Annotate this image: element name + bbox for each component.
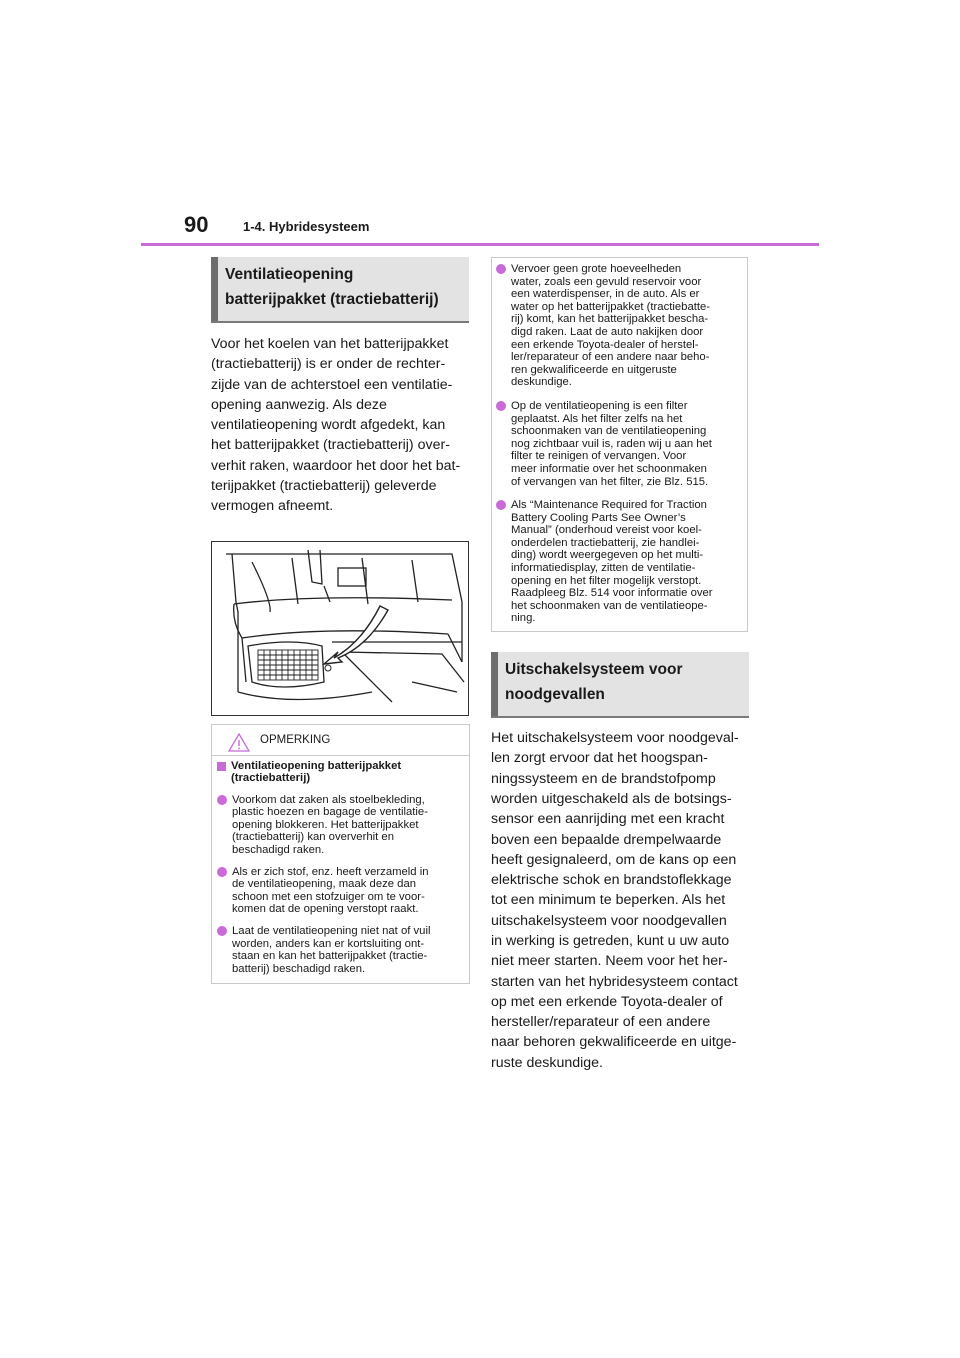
text-line: schoon met een stofzuiger om te voor- xyxy=(232,890,425,903)
text-line: filter te reinigen of vervangen. Voor xyxy=(511,450,687,463)
text-line: nog zichtbaar vuil is, raden wij u aan het xyxy=(511,437,712,450)
text-line: opening en het filter mogelijk verstopt. xyxy=(511,574,702,587)
notice-header xyxy=(212,725,469,756)
text-line: starten van het hybridesysteem contact xyxy=(491,973,738,990)
info-item xyxy=(495,400,743,488)
notice-item xyxy=(216,794,462,857)
text-line: boven een bepaalde drempelwaarde xyxy=(491,831,722,848)
text-line: tot een minimum te beperken. Als het xyxy=(491,892,726,909)
info-item xyxy=(495,263,743,389)
text-line: ventilatieopening wordt afgedekt, kan xyxy=(211,417,446,434)
text-line: elektrische schok en brandstoflekkage xyxy=(491,872,732,889)
emergency-shutoff-description xyxy=(491,728,749,1073)
ventilation-description xyxy=(211,334,469,517)
text-line: of vervangen van het filter, zie Blz. 515. xyxy=(511,475,709,488)
text-line: Voorkom dat zaken als stoelbekleding, xyxy=(232,793,425,806)
text-line: een waterdispenser, in de auto. Als er xyxy=(511,288,700,301)
bullet-icon xyxy=(217,867,227,877)
heading-line: Ventilatieopening xyxy=(225,266,354,283)
text-line: staan en kan het batterijpakket (tractie- xyxy=(232,950,428,963)
text-line: onderdelen tractiebatterij, zie handlei- xyxy=(511,536,700,549)
bullet-icon xyxy=(496,401,506,411)
text-line: (tractiebatterij) xyxy=(231,772,311,785)
text-line: Ventilatieopening batterijpakket xyxy=(231,759,402,772)
text-line: het batterijpakket (tractiebatterij) over- xyxy=(211,437,450,454)
text-line: worden, anders kan er kortsluiting ont- xyxy=(232,937,425,950)
header-divider xyxy=(141,243,819,246)
text-line: beschadigd raken. xyxy=(232,844,325,857)
info-box xyxy=(491,257,748,632)
notice-title: OPMERKING xyxy=(260,733,331,746)
text-line: Op de ventilatieopening is een filter xyxy=(511,399,688,412)
notice-item xyxy=(216,866,462,916)
text-line: Voor het koelen van het batterijpakket xyxy=(211,336,449,352)
warning-icon xyxy=(228,733,250,752)
text-line: vermogen afneemt. xyxy=(211,498,334,515)
text-line: (tractiebatterij) kan oververhit en xyxy=(232,831,394,844)
text-line: worden uitgeschakeld als de botsings- xyxy=(491,790,732,807)
bullet-icon xyxy=(496,500,506,510)
text-line: Raadpleeg Blz. 514 voor informatie over xyxy=(511,587,713,600)
text-line: ruste deskundige. xyxy=(491,1054,603,1071)
text-line: Als er zich stof, enz. heeft verzameld in xyxy=(232,865,429,878)
text-line: ding) wordt weergegeven op het multi- xyxy=(511,549,704,562)
text-line: verhit raken, waardoor het door het bat- xyxy=(211,457,461,474)
text-line: sensor een aanrijding met een kracht xyxy=(491,811,725,828)
text-line: opening blokkeren. Het batterijpakket xyxy=(232,818,419,831)
bullet-icon xyxy=(496,264,506,274)
text-line: terijpakket (tractiebatterij) geleverde xyxy=(211,478,437,495)
heading-line: Uitschakelsysteem voor xyxy=(505,661,683,679)
info-item xyxy=(495,499,743,625)
notice-body xyxy=(212,756,469,984)
ventilation-heading xyxy=(211,257,469,323)
text-line: Battery Cooling Parts See Owner’s xyxy=(511,511,686,524)
text-line: hersteller/reparateur of een andere xyxy=(491,1014,711,1031)
text-line: informatiedisplay, zitten de ventilatie- xyxy=(511,562,696,575)
text-line: ningssysteem en de brandstofpomp xyxy=(491,770,716,787)
section-title: 1-4. Hybridesysteem xyxy=(243,219,370,234)
square-bullet-icon xyxy=(217,762,226,771)
text-line: Als “Maintenance Required for Traction xyxy=(511,499,707,512)
heading-line: noodgevallen xyxy=(505,686,605,704)
text-line: water op het batterijpakket (tractiebatte- xyxy=(511,300,711,313)
text-line: heeft gesignaleerd, om de kans op een xyxy=(491,851,737,868)
text-line: uitschakelsysteem voor noodgevallen xyxy=(491,912,727,929)
text-line: in werking is getreden, kunt u uw auto xyxy=(491,933,730,949)
notice-item xyxy=(216,925,462,975)
text-line: komen dat de opening verstopt raakt. xyxy=(232,903,419,916)
page-number: 90 xyxy=(184,212,209,237)
text-line: ler/reparateur of een andere naar beho- xyxy=(511,351,710,364)
text-line: rij) komt, kan het batterijpakket bescha- xyxy=(511,313,709,326)
text-line: Vervoer geen grote hoeveelheden xyxy=(511,263,682,275)
heading-line: batterijpakket (tractiebatterij) xyxy=(225,291,439,308)
notice-subheading xyxy=(216,760,462,785)
text-line: een erkende Toyota-dealer of herstel- xyxy=(511,338,699,351)
text-line: het schoonmaken van de ventilatieope- xyxy=(511,599,708,612)
bullet-icon xyxy=(217,795,227,805)
text-line: plastic hoezen en bagage de ventilatie- xyxy=(232,806,428,819)
text-line: niet meer starten. Neem voor het her- xyxy=(491,953,728,970)
text-line: op met een erkende Toyota-dealer of xyxy=(491,993,723,1010)
text-line: de ventilatieopening, maak deze dan xyxy=(232,878,417,891)
pointer-arrow xyxy=(324,606,388,664)
notice-box xyxy=(211,724,470,985)
emergency-shutoff-heading xyxy=(491,652,749,718)
text-line: Het uitschakelsysteem voor noodgeval- xyxy=(491,730,739,747)
text-line: deskundige. xyxy=(511,376,572,389)
text-line: (tractiebatterij) is er onder de rechter- xyxy=(211,356,446,373)
text-line: zijde van de achterstoel een ventilatie- xyxy=(211,376,453,393)
text-line: ren gekwalificeerde en uitgeruste xyxy=(511,363,677,376)
right-column xyxy=(491,257,749,1073)
text-line: len zorgt ervoor dat het hoogspan- xyxy=(491,750,708,767)
text-line: meer informatie over het schoonmaken xyxy=(511,462,707,475)
left-column xyxy=(211,257,469,984)
text-line: geplaatst. Als het filter zelfs na het xyxy=(511,412,683,425)
text-line: Laat de ventilatieopening niet nat of vuil xyxy=(232,925,431,938)
text-line: ning. xyxy=(511,612,536,625)
text-line: batterij) beschadigd raken. xyxy=(232,962,366,975)
text-line: schoonmaken van de ventilatieopening xyxy=(511,425,707,438)
text-line: opening aanwezig. Als deze xyxy=(211,396,387,413)
text-line: water, zoals een gevuld reservoir voor xyxy=(511,275,702,288)
rear-seat-vent-illustration xyxy=(211,541,469,716)
text-line: Manual” (onderhoud vereist voor koel- xyxy=(511,524,702,537)
text-line: digd raken. Laat de auto nakijken door xyxy=(511,325,704,338)
text-line: naar behoren gekwalificeerde en uitge- xyxy=(491,1034,737,1051)
bullet-icon xyxy=(217,926,227,936)
